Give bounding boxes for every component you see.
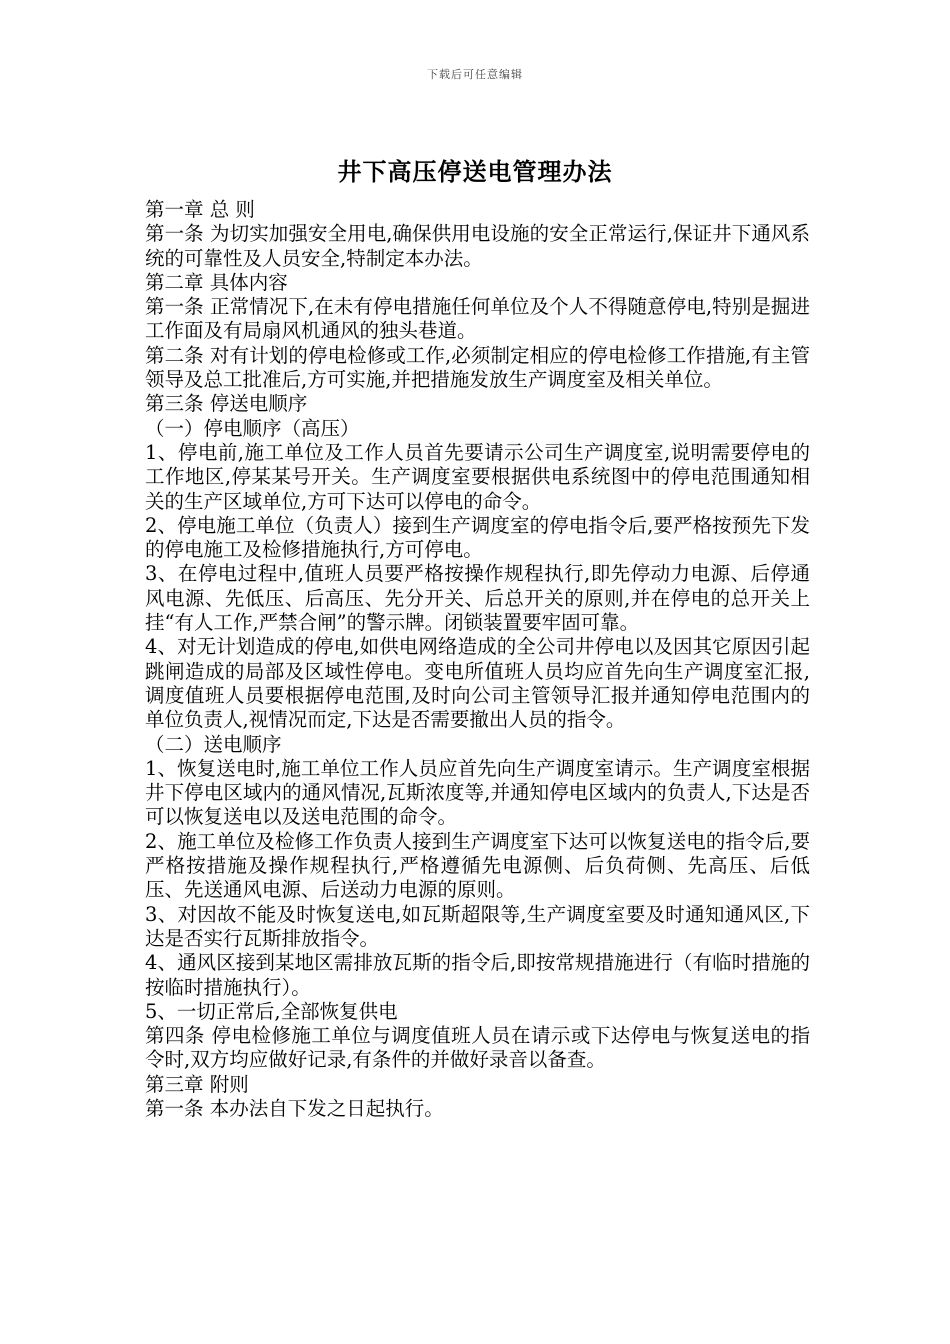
chapter-2-article-1: 第一条 正常情况下,在未有停电措施任何单位及个人不得随意停电,特别是掘进工作面及有局扇风机通风的独头巷道。 — [145, 295, 810, 343]
section-power-on-heading: （二）送电顺序 — [145, 732, 282, 756]
document-body — [145, 198, 810, 1121]
power-on-item-1: 1、恢复送电时,施工单位工作人员应首先向生产调度室请示。生产调度室根据井下停电区域内的通风情况,瓦斯浓度等,并通知停电区域内的负责人,下达是否可以恢复送电以及送电范围的命令。 — [145, 756, 810, 829]
power-on-item-5: 5、一切正常后,全部恢复供电 — [145, 999, 398, 1023]
chapter-2-article-3-heading: 第三条 停送电顺序 — [145, 392, 308, 416]
chapter-2-article-4: 第四条 停电检修施工单位与调度值班人员在请示或下达停电与恢复送电的指令时,双方均应做好记录,有条件的并做好录音以备查。 — [145, 1024, 810, 1072]
power-off-item-4: 4、对无计划造成的停电,如供电网络造成的全公司井停电以及因其它原因引起跳闸造成的局部及区域性停电。变电所值班人员均应首先向生产调度室汇报,调度值班人员要根据停电范围,及时向公司主管领导汇报并通知停电范围内的单位负责人,视情况而定,下达是否需要撤出人员的指令。 — [145, 635, 810, 732]
power-off-item-3: 3、在停电过程中,值班人员要严格按操作规程执行,即先停动力电源、后停通风电源、先低压、后高压、先分开关、后总开关的原则,并在停电的总开关上挂“有人工作,严禁合闸”的警示牌。闭锁装置要牢固可靠。 — [145, 562, 810, 635]
document-title: 井下高压停送电管理办法 — [337, 157, 613, 186]
chapter-1-article-1: 第一条 为切实加强安全用电,确保供用电设施的安全正常运行,保证井下通风系统的可靠性及人员安全,特制定本办法。 — [145, 222, 810, 270]
power-on-item-3: 3、对因故不能及时恢复送电,如瓦斯超限等,生产调度室要及时通知通风区,下达是否实行瓦斯排放指令。 — [145, 902, 810, 950]
chapter-3-article-1: 第一条 本办法自下发之日起执行。 — [145, 1096, 444, 1120]
chapter-3-heading: 第三章 附则 — [145, 1072, 249, 1096]
power-on-item-2: 2、施工单位及检修工作负责人接到生产调度室下达可以恢复送电的指令后,要严格按措施及操作规程执行,严格遵循先电源侧、后负荷侧、先高压、后低压、先送通风电源、后送动力电源的原则。 — [145, 829, 810, 902]
power-off-item-1: 1、停电前,施工单位及工作人员首先要请示公司生产调度室,说明需要停电的工作地区,停某某号开关。生产调度室要根据供电系统图中的停电范围通知相关的生产区域单位,方可下达可以停电的命令。 — [145, 440, 810, 513]
header-note: 下载后可任意编辑 — [427, 68, 523, 81]
chapter-2-article-2: 第二条 对有计划的停电检修或工作,必须制定相应的停电检修工作措施,有主管领导及总工批准后,方可实施,并把措施发放生产调度室及相关单位。 — [145, 343, 810, 392]
chapter-1-heading: 第一章 总 则 — [145, 198, 255, 221]
power-on-item-4: 4、通风区接到某地区需排放瓦斯的指令后,即按常规措施进行（有临时措施的按临时措施执行）。 — [145, 951, 810, 999]
chapter-2-heading: 第二章 具体内容 — [145, 270, 288, 294]
section-power-off-heading: （一）停电顺序（高压） — [145, 416, 360, 440]
power-off-item-2: 2、停电施工单位（负责人）接到生产调度室的停电指令后,要严格按预先下发的停电施工及检修措施执行,方可停电。 — [145, 513, 810, 562]
